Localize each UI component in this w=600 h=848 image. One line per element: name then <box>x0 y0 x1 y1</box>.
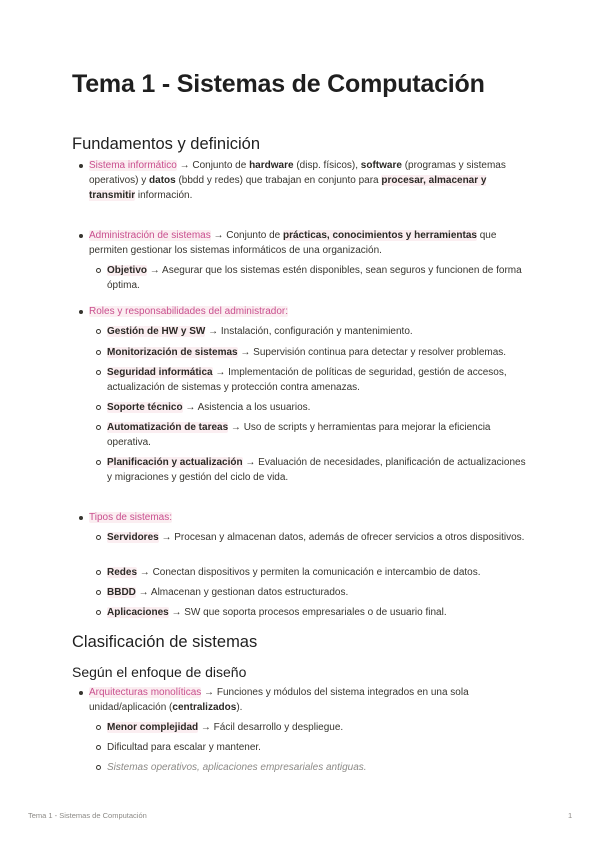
term-highlight: Roles y responsabilidades del administrador: <box>89 306 288 317</box>
list-item: Administración de sistemas → Conjunto de prácticas, conocimientos y herramientas que permiten gestionar los sistemas informáticos de una organización. <box>89 228 529 258</box>
list-item <box>89 510 529 525</box>
bullet-icon <box>96 745 101 750</box>
subsection-heading-enfoque: Según el enfoque de diseño <box>72 664 247 680</box>
list-item: Soporte técnico → Asistencia a los usuarios. <box>107 400 527 415</box>
bullet-icon <box>96 460 101 465</box>
list-item: Sistemas operativos, aplicaciones empresariales antiguas. <box>107 760 527 775</box>
term-highlight: Arquitecturas monolíticas <box>89 687 202 698</box>
list-item: Redes → Conectan dispositivos y permiten la comunicación e intercambio de datos. <box>107 565 527 580</box>
bullet-icon <box>79 516 83 520</box>
bullet-icon <box>96 350 101 355</box>
list-item <box>89 304 529 319</box>
list-item: Objetivo → Asegurar que los sistemas estén disponibles, sean seguros y funcionen de forma óptima. <box>107 263 527 293</box>
list-item: Sistema informático → Conjunto de hardware (disp. físicos), software (programas y sistemas operativos) y datos (bbdd y redes) que trabajan en conjunto para procesar, almacenar y transmitir información. <box>89 158 529 203</box>
bullet-icon <box>96 329 101 334</box>
bullet-icon <box>79 234 83 238</box>
list-item: Gestión de HW y SW → Instalación, configuración y mantenimiento. <box>107 324 527 339</box>
bullet-icon <box>96 370 101 375</box>
footer-title: Tema 1 - Sistemas de Computación <box>28 811 147 820</box>
bullet-icon <box>96 765 101 770</box>
bullet-icon <box>96 268 101 273</box>
section-heading-clasificacion: Clasificación de sistemas <box>72 633 258 651</box>
term-highlight: Sistema informático <box>89 160 177 171</box>
section-heading-fundamentos: Fundamentos y definición <box>72 135 261 153</box>
bullet-icon <box>96 535 101 540</box>
list-item: Automatización de tareas → Uso de scripts y herramientas para mejorar la eficiencia operativa. <box>107 420 527 450</box>
bullet-icon <box>96 725 101 730</box>
list-item: Seguridad informática → Implementación de políticas de seguridad, gestión de accesos, actualización de sistemas y protección contra amenazas. <box>107 365 527 395</box>
list-item: Monitorización de sistemas → Supervisión continua para detectar y resolver problemas. <box>107 345 527 360</box>
bullet-icon <box>96 610 101 615</box>
bullet-icon <box>96 590 101 595</box>
list-item: Planificación y actualización → Evaluación de necesidades, planificación de actualizaciones y migraciones y gestión del ciclo de vida. <box>107 455 527 485</box>
footer-page-number: 1 <box>568 811 573 820</box>
page-title: Tema 1 - Sistemas de Computación <box>72 70 485 98</box>
bullet-icon <box>79 691 83 695</box>
bullet-icon <box>79 164 83 168</box>
bullet-icon <box>96 405 101 410</box>
term-highlight: Tipos de sistemas: <box>89 512 172 523</box>
list-item: BBDD → Almacenan y gestionan datos estructurados. <box>107 585 527 600</box>
list-item: Servidores → Procesan y almacenan datos, además de ofrecer servicios a otros dispositivos. <box>107 530 527 545</box>
bullet-icon <box>96 425 101 430</box>
list-item: Arquitecturas monolíticas → Funciones y módulos del sistema integrados en una sola unidad/aplicación (centralizados). <box>89 685 529 715</box>
bullet-icon <box>79 310 83 314</box>
bullet-icon <box>96 570 101 575</box>
list-item: Dificultad para escalar y mantener. <box>107 740 527 755</box>
list-item: Aplicaciones → SW que soporta procesos empresariales o de usuario final. <box>107 605 527 620</box>
term-highlight: Administración de sistemas <box>89 230 211 241</box>
list-item: Menor complejidad → Fácil desarrollo y despliegue. <box>107 720 527 735</box>
